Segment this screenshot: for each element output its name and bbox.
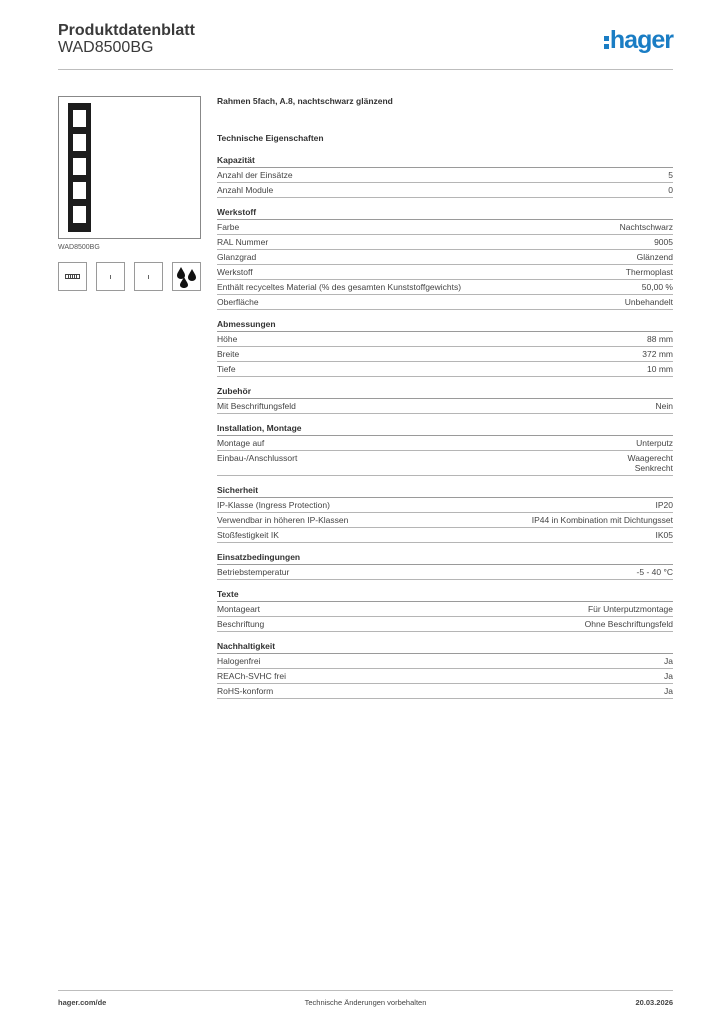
spec-label: Stoßfestigkeit IK bbox=[217, 530, 279, 540]
document-title: Produktdatenblatt bbox=[58, 22, 195, 39]
water-drops-icon bbox=[172, 262, 201, 291]
logo-dots-icon bbox=[604, 36, 609, 49]
spec-value bbox=[637, 252, 673, 262]
product-number: WAD8500BG bbox=[58, 39, 154, 56]
spec-label: RoHS-konform bbox=[217, 686, 274, 696]
frame-5fach-illustration bbox=[68, 103, 91, 232]
spec-row bbox=[217, 183, 673, 198]
spec-value bbox=[664, 686, 673, 696]
spec-value-line: Ja bbox=[664, 686, 673, 696]
spec-value-line: Ja bbox=[664, 671, 673, 681]
spec-section bbox=[217, 386, 673, 414]
spec-value bbox=[642, 282, 673, 292]
spec-value bbox=[626, 267, 673, 277]
spec-label: REACh-SVHC frei bbox=[217, 671, 286, 681]
page-footer bbox=[58, 990, 673, 1007]
spec-label: Montage auf bbox=[217, 438, 265, 448]
spec-row bbox=[217, 265, 673, 280]
spec-value-line: Ja bbox=[664, 656, 673, 666]
spec-label: Beschriftung bbox=[217, 619, 265, 629]
spec-row bbox=[217, 235, 673, 250]
spec-sections bbox=[217, 155, 673, 699]
spec-value bbox=[532, 515, 673, 525]
spec-section bbox=[217, 485, 673, 543]
spec-section bbox=[217, 207, 673, 310]
section-title: Installation, Montage bbox=[217, 423, 673, 436]
spec-label: Halogenfrei bbox=[217, 656, 261, 666]
product-description: Rahmen 5fach, A.8, nachtschwarz glänzend bbox=[217, 96, 393, 106]
module-strip-icon bbox=[58, 262, 87, 291]
product-image-caption: WAD8500BG bbox=[58, 244, 100, 251]
spec-label: Anzahl der Einsätze bbox=[217, 170, 293, 180]
spec-row bbox=[217, 498, 673, 513]
spec-value-line: IP20 bbox=[655, 500, 673, 510]
spec-value-line: 9005 bbox=[654, 237, 673, 247]
technical-properties-heading: Technische Eigenschaften bbox=[217, 133, 324, 143]
spec-row bbox=[217, 565, 673, 580]
spec-row bbox=[217, 332, 673, 347]
document-date: 20.03.2026 bbox=[635, 998, 673, 1007]
spec-label: Mit Beschriftungsfeld bbox=[217, 401, 296, 411]
logo-text: hager bbox=[609, 25, 673, 54]
spec-row bbox=[217, 602, 673, 617]
spec-value bbox=[656, 530, 674, 540]
spec-value bbox=[588, 604, 673, 614]
spec-value-line: Unterputz bbox=[636, 438, 673, 448]
section-title: Sicherheit bbox=[217, 485, 673, 498]
legal-notice: Technische Änderungen vorbehalten bbox=[304, 998, 427, 1007]
spec-value-line: 10 mm bbox=[647, 364, 673, 374]
spec-label: Betriebstemperatur bbox=[217, 567, 290, 577]
spec-row bbox=[217, 617, 673, 632]
spec-label: RAL Nummer bbox=[217, 237, 269, 247]
spec-value-line: 0 bbox=[668, 185, 673, 195]
spec-value-line: Für Unterputzmontage bbox=[587, 604, 673, 614]
spec-row bbox=[217, 451, 673, 476]
spec-section bbox=[217, 589, 673, 632]
spec-value-line: Unbehandelt bbox=[624, 297, 673, 307]
spec-value-line: 50,00 % bbox=[641, 282, 673, 292]
spec-value bbox=[656, 500, 674, 510]
spec-label: Enthält recyceltes Material (% des gesamten Kunststoffgewichts) bbox=[217, 282, 462, 292]
spec-value-line: Thermoplast bbox=[625, 267, 673, 277]
spec-label: Oberfläche bbox=[217, 297, 259, 307]
spec-row bbox=[217, 295, 673, 310]
spec-value-line: Glänzend bbox=[636, 252, 673, 262]
spec-value bbox=[627, 453, 673, 473]
spec-value bbox=[664, 656, 673, 666]
spec-label: Glanzgrad bbox=[217, 252, 257, 262]
spec-row bbox=[217, 669, 673, 684]
spec-row bbox=[217, 220, 673, 235]
spec-value-line: 5 bbox=[668, 170, 673, 180]
spec-section bbox=[217, 552, 673, 580]
spec-value bbox=[620, 222, 673, 232]
spec-value bbox=[664, 671, 673, 681]
spec-row bbox=[217, 513, 673, 528]
spec-value-line: 372 mm bbox=[642, 349, 673, 359]
product-image bbox=[58, 96, 201, 239]
spec-row bbox=[217, 362, 673, 377]
spec-label: Höhe bbox=[217, 334, 238, 344]
spec-value-line: Nachtschwarz bbox=[619, 222, 673, 232]
section-title: Einsatzbedingungen bbox=[217, 552, 673, 565]
spec-row bbox=[217, 436, 673, 451]
website-link[interactable]: hager.com/de bbox=[58, 998, 107, 1007]
spec-label: Verwendbar in höheren IP-Klassen bbox=[217, 515, 349, 525]
spec-value-line: Ohne Beschriftungsfeld bbox=[584, 619, 673, 629]
spec-value bbox=[636, 438, 673, 448]
spec-label: IP-Klasse (Ingress Protection) bbox=[217, 500, 330, 510]
spec-row bbox=[217, 654, 673, 669]
spec-value-line: IK05 bbox=[655, 530, 673, 540]
spec-value-line: -5 - 40 °C bbox=[636, 567, 673, 577]
spec-row bbox=[217, 347, 673, 362]
spec-value bbox=[637, 567, 673, 577]
hager-logo bbox=[604, 26, 673, 54]
spec-section bbox=[217, 155, 673, 198]
spec-value bbox=[647, 364, 673, 374]
spec-value bbox=[585, 619, 673, 629]
spec-label: Tiefe bbox=[217, 364, 236, 374]
spec-section bbox=[217, 641, 673, 699]
spec-value bbox=[668, 185, 673, 195]
spec-label: Montageart bbox=[217, 604, 260, 614]
product-specifications bbox=[217, 96, 673, 708]
spec-value bbox=[625, 297, 673, 307]
spec-label: Einbau-/Anschlussort bbox=[217, 453, 298, 463]
spec-value bbox=[656, 401, 673, 411]
spec-value-line: Senkrecht bbox=[634, 463, 673, 473]
section-title: Werkstoff bbox=[217, 207, 673, 220]
spec-row bbox=[217, 168, 673, 183]
spec-row bbox=[217, 684, 673, 699]
spec-value-line: Nein bbox=[655, 401, 673, 411]
spec-section bbox=[217, 423, 673, 476]
spec-row bbox=[217, 399, 673, 414]
spec-value-line: IP44 in Kombination mit Dichtungsset bbox=[531, 515, 673, 525]
spec-label: Breite bbox=[217, 349, 240, 359]
spec-value-line: 88 mm bbox=[647, 334, 673, 344]
single-line-icon bbox=[96, 262, 125, 291]
section-title: Abmessungen bbox=[217, 319, 673, 332]
spec-row bbox=[217, 250, 673, 265]
spec-label: Anzahl Module bbox=[217, 185, 274, 195]
page-header bbox=[58, 20, 673, 70]
spec-label: Werkstoff bbox=[217, 267, 253, 277]
spec-value-line: Waagerecht bbox=[627, 453, 673, 463]
section-title: Zubehör bbox=[217, 386, 673, 399]
spec-section bbox=[217, 319, 673, 377]
spec-value bbox=[668, 170, 673, 180]
section-title: Texte bbox=[217, 589, 673, 602]
spec-value bbox=[654, 237, 673, 247]
single-line-icon bbox=[134, 262, 163, 291]
spec-value bbox=[647, 334, 673, 344]
section-title: Kapazität bbox=[217, 155, 673, 168]
spec-row bbox=[217, 528, 673, 543]
spec-row bbox=[217, 280, 673, 295]
section-title: Nachhaltigkeit bbox=[217, 641, 673, 654]
spec-value bbox=[642, 349, 673, 359]
spec-label: Farbe bbox=[217, 222, 240, 232]
